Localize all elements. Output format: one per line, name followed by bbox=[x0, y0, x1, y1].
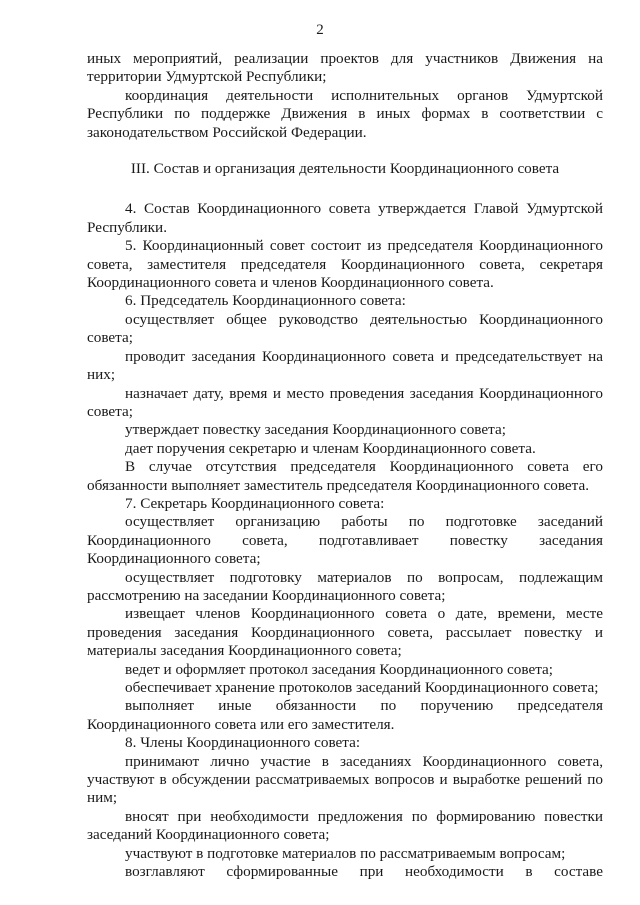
paragraph: назначает дату, время и место проведения заседания Координационного совета; bbox=[87, 384, 603, 420]
page-number: 2 bbox=[316, 22, 324, 38]
paragraph: выполняет иные обязанности по поручению председателя Координационного совета или его заместителя. bbox=[87, 697, 603, 733]
paragraph: осуществляет общее руководство деятельностью Координационного совета; bbox=[87, 310, 603, 347]
paragraph: обеспечивает хранение протоколов заседаний Координационного совета; bbox=[125, 679, 599, 696]
paragraph: 6. Председатель Координационного совета: bbox=[125, 292, 406, 310]
paragraph: иных мероприятий, реализации проектов для участников Движения на территории Удмуртской Республики; bbox=[87, 50, 603, 86]
word: возглавляют bbox=[125, 863, 205, 881]
paragraph: дает поручения секретарю и членам Координационного совета. bbox=[125, 439, 536, 457]
section-heading: III. Состав и организация деятельности Координационного совета bbox=[130, 160, 560, 178]
paragraph: координация деятельности исполнительных органов Удмуртской Республики по поддержке Движения в иных формах в соответствии с законодательством Российской Федерации. bbox=[87, 86, 603, 141]
paragraph: утверждает повестку заседания Координационного совета; bbox=[125, 421, 506, 439]
paragraph: 4. Состав Координационного совета утверждается Главой Удмуртской Республики. bbox=[87, 200, 603, 236]
paragraph: осуществляет организацию работы по подготовке заседаний Координационного совета, подготавливает повестку заседания Координационного совета; bbox=[87, 513, 603, 568]
word: составе bbox=[554, 863, 603, 881]
paragraph: проводит заседания Координационного совета и председательствует на них; bbox=[87, 347, 603, 384]
word: в bbox=[525, 863, 533, 881]
paragraph: вносят при необходимости предложения по формированию повестки заседаний Координационного совета; bbox=[87, 807, 603, 844]
paragraph: извещает членов Координационного совета о дате, времени, месте проведения заседания Координационного совета, рассылает повестку и материалы заседания Координационного совета; bbox=[87, 605, 603, 660]
document-body bbox=[87, 50, 603, 881]
paragraph: участвуют в подготовке материалов по рассматриваемым вопросам; bbox=[125, 844, 566, 862]
paragraph-truncated-line bbox=[87, 863, 603, 881]
paragraph: 8. Члены Координационного совета: bbox=[125, 734, 361, 752]
paragraph: осуществляет подготовку материалов по вопросам, подлежащим рассмотрению на заседании Координационного совета; bbox=[87, 568, 603, 604]
word: сформированные bbox=[226, 863, 338, 881]
paragraph: ведет и оформляет протокол заседания Координационного совета; bbox=[125, 660, 553, 678]
word: при bbox=[359, 863, 384, 881]
paragraph: принимают лично участие в заседаниях Координационного совета, участвуют в обсуждении рассматриваемых вопросов и выработке решений по ним; bbox=[87, 752, 603, 807]
paragraph: В случае отсутствия председателя Координационного совета его обязанности выполняет заместитель председателя Координационного совета. bbox=[87, 458, 603, 494]
paragraph: 5. Координационный совет состоит из председателя Координационного совета, заместителя председателя Координационного совета, секретаря Координационного совета и членов Координационного совета. bbox=[87, 237, 603, 292]
word: необходимости bbox=[405, 863, 504, 881]
paragraph: 7. Секретарь Координационного совета: bbox=[125, 494, 385, 512]
